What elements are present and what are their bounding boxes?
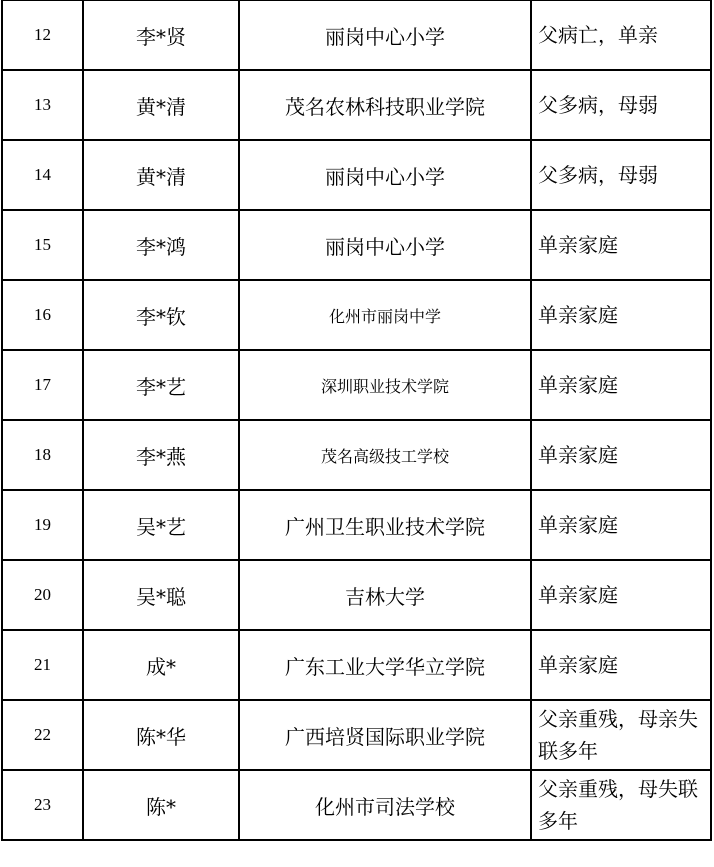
school-name: 化州市丽岗中学 xyxy=(239,280,531,350)
row-number: 14 xyxy=(2,140,83,210)
student-name: 李*贤 xyxy=(83,1,239,71)
school-name: 丽岗中心小学 xyxy=(239,1,531,71)
table-row xyxy=(2,490,711,560)
school-name: 化州市司法学校 xyxy=(239,770,531,840)
table-row xyxy=(2,420,711,490)
school-name: 茂名高级技工学校 xyxy=(239,420,531,490)
student-name: 黄*清 xyxy=(83,70,239,140)
student-name: 吴*艺 xyxy=(83,490,239,560)
student-name: 陈*华 xyxy=(83,700,239,770)
row-number: 17 xyxy=(2,350,83,420)
table-row xyxy=(2,70,711,140)
table-row xyxy=(2,770,711,840)
table-row xyxy=(2,630,711,700)
hardship-reason: 单亲家庭 xyxy=(531,560,711,630)
row-number: 15 xyxy=(2,210,83,280)
table-row xyxy=(2,1,711,71)
row-number: 16 xyxy=(2,280,83,350)
school-name: 吉林大学 xyxy=(239,560,531,630)
table-row xyxy=(2,280,711,350)
school-name: 丽岗中心小学 xyxy=(239,210,531,280)
row-number: 22 xyxy=(2,700,83,770)
hardship-reason: 父病亡，单亲 xyxy=(531,1,711,71)
row-number: 18 xyxy=(2,420,83,490)
row-number: 13 xyxy=(2,70,83,140)
table-row xyxy=(2,700,711,770)
hardship-reason: 父多病，母弱 xyxy=(531,140,711,210)
row-number: 20 xyxy=(2,560,83,630)
student-name: 李*钦 xyxy=(83,280,239,350)
aid-recipient-table xyxy=(1,0,712,841)
school-name: 广州卫生职业技术学院 xyxy=(239,490,531,560)
table-row xyxy=(2,560,711,630)
row-number: 23 xyxy=(2,770,83,840)
hardship-reason: 父亲重残，母失联多年 xyxy=(531,770,711,840)
row-number: 21 xyxy=(2,630,83,700)
student-name: 吴*聪 xyxy=(83,560,239,630)
student-name: 陈* xyxy=(83,770,239,840)
hardship-reason: 单亲家庭 xyxy=(531,210,711,280)
school-name: 广西培贤国际职业学院 xyxy=(239,700,531,770)
row-number: 12 xyxy=(2,1,83,71)
hardship-reason: 单亲家庭 xyxy=(531,420,711,490)
student-name: 李*鸿 xyxy=(83,210,239,280)
student-name: 李*燕 xyxy=(83,420,239,490)
hardship-reason: 单亲家庭 xyxy=(531,490,711,560)
hardship-reason: 父多病，母弱 xyxy=(531,70,711,140)
table-row xyxy=(2,140,711,210)
row-number: 19 xyxy=(2,490,83,560)
school-name: 茂名农林科技职业学院 xyxy=(239,70,531,140)
student-name: 黄*清 xyxy=(83,140,239,210)
table-row xyxy=(2,350,711,420)
hardship-reason: 父亲重残，母亲失联多年 xyxy=(531,700,711,770)
student-name: 李*艺 xyxy=(83,350,239,420)
hardship-reason: 单亲家庭 xyxy=(531,350,711,420)
hardship-reason: 单亲家庭 xyxy=(531,280,711,350)
student-name: 成* xyxy=(83,630,239,700)
hardship-reason: 单亲家庭 xyxy=(531,630,711,700)
school-name: 丽岗中心小学 xyxy=(239,140,531,210)
school-name: 广东工业大学华立学院 xyxy=(239,630,531,700)
table-row xyxy=(2,210,711,280)
school-name: 深圳职业技术学院 xyxy=(239,350,531,420)
